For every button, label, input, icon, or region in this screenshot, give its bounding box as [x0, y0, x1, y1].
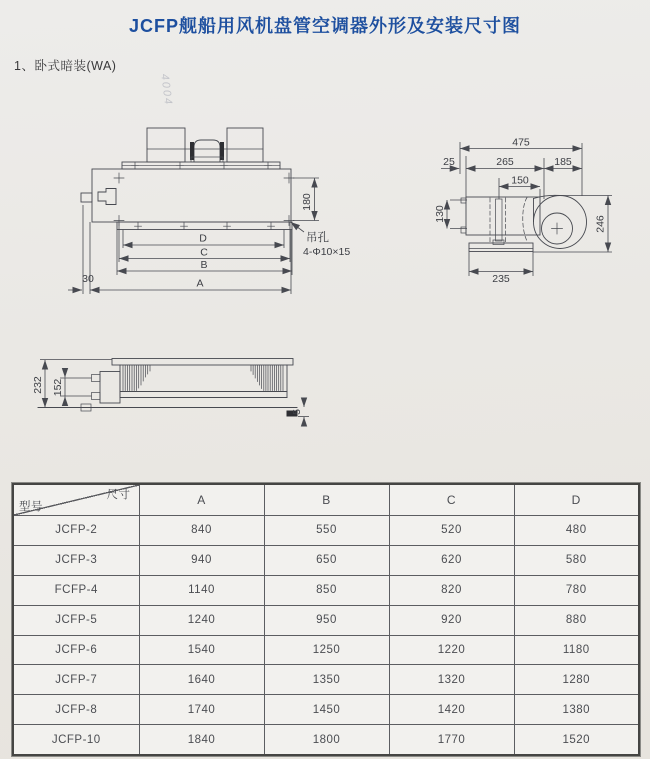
value-cell: 480: [514, 516, 639, 546]
model-cell: JCFP-7: [13, 665, 139, 695]
pipe-connector-stub-bottom: [92, 393, 101, 400]
value-cell: 1800: [264, 725, 389, 755]
value-cell: 1280: [514, 665, 639, 695]
page-title: JCFP舰船用风机盘管空调器外形及安装尺寸图: [128, 16, 521, 36]
value-cell: 780: [514, 575, 639, 605]
bottom-view-drawing: [32, 359, 309, 427]
value-cell: 650: [264, 545, 389, 575]
side-body: [466, 197, 540, 235]
value-cell: 1320: [389, 665, 514, 695]
value-cell: 820: [389, 575, 514, 605]
value-cell: 520: [389, 516, 514, 546]
dim-label-246: 246: [594, 215, 607, 233]
coil-hatching-left: [123, 366, 150, 391]
flange-screw-marks: [135, 223, 275, 230]
coil-hatching-right: [251, 366, 283, 391]
value-cell: 1220: [389, 635, 514, 665]
dim-label-232: 232: [32, 376, 44, 394]
dim-label-b: B: [200, 259, 208, 271]
model-cell: JCFP-3: [13, 545, 139, 575]
value-cell: 950: [264, 605, 389, 635]
value-cell: 920: [389, 605, 514, 635]
model-cell: JCFP-6: [13, 635, 139, 665]
value-cell: 550: [264, 516, 389, 546]
front-view-drawing: [68, 128, 350, 294]
value-cell: 1640: [139, 665, 264, 695]
value-cell: 1450: [264, 695, 389, 725]
dim-label-475: 475: [512, 136, 530, 149]
hanger-leader-line: [291, 222, 305, 232]
side-body-tab-top: [461, 198, 466, 203]
motor-base: [191, 157, 223, 162]
bottom-flange: [117, 222, 292, 230]
column-header-c: C: [389, 484, 514, 516]
value-cell: 620: [389, 545, 514, 575]
dim-label-185: 185: [554, 156, 572, 168]
hanging-hole-label: 吊孔: [306, 232, 329, 244]
fan-center-cross: [552, 223, 563, 234]
value-cell: 880: [514, 605, 639, 635]
dim-label-c: C: [200, 246, 208, 259]
handwritten-mark: 4004: [158, 73, 175, 107]
pipe-connector-box: [100, 372, 120, 404]
side-body-tab-bottom: [461, 227, 466, 233]
hanging-hole-spec: 4-Φ10×15: [303, 246, 351, 258]
value-cell: 1420: [389, 695, 514, 725]
dim-label-a: A: [196, 277, 204, 290]
dim-label-235: 235: [492, 273, 510, 285]
hanging-hole-marks: [114, 173, 294, 226]
dim-label-265: 265: [496, 156, 514, 168]
table-row: [13, 605, 639, 635]
model-cell: JCFP-2: [13, 516, 139, 546]
value-cell: 1520: [514, 725, 639, 755]
value-cell: 580: [514, 545, 639, 575]
model-cell: JCFP-5: [13, 605, 139, 635]
value-cell: 1140: [139, 575, 264, 605]
value-cell: 1840: [139, 725, 264, 755]
top-panel: [112, 359, 293, 366]
value-cell: 1740: [139, 695, 264, 725]
fan-box-left: [147, 128, 185, 162]
motor: [194, 140, 220, 162]
side-view-drawing: [434, 137, 612, 286]
value-cell: 1770: [389, 725, 514, 755]
value-cell: 850: [264, 575, 389, 605]
table-row: [13, 695, 639, 725]
pipe-connector-stub-top: [92, 375, 101, 382]
value-cell: 940: [139, 545, 264, 575]
column-header-b: B: [264, 484, 389, 516]
dim-label-180: 180: [301, 193, 313, 211]
dim-label-d: D: [199, 232, 207, 245]
dimension-table: [12, 483, 638, 756]
table-row: [13, 575, 639, 605]
table-row: [13, 635, 639, 665]
value-cell: 1350: [264, 665, 389, 695]
value-cell: 1240: [139, 605, 264, 635]
pipe-valve-fitting: [98, 189, 116, 205]
section-heading: 1、卧式暗装(WA): [14, 59, 117, 73]
table-row: [13, 725, 639, 755]
value-cell: 1380: [514, 695, 639, 725]
corner-label-model: 型号: [19, 501, 43, 513]
table-corner-cell: [13, 484, 139, 516]
value-cell: 1250: [264, 635, 389, 665]
unit-body: [92, 169, 291, 222]
table-header-row: [13, 484, 639, 516]
model-cell: FCFP-4: [13, 575, 139, 605]
dim-label-30: 30: [82, 273, 94, 285]
model-cell: JCFP-8: [13, 695, 139, 725]
table-row: [13, 516, 639, 546]
table-row: [13, 665, 639, 695]
pipe-stub: [81, 193, 92, 202]
value-cell: 1180: [514, 635, 639, 665]
value-cell: 840: [139, 516, 264, 546]
fan-box-right: [227, 128, 263, 162]
column-header-d: D: [514, 484, 639, 516]
column-header-a: A: [139, 484, 264, 516]
dim-label-5: 5: [291, 409, 303, 415]
value-cell: 1540: [139, 635, 264, 665]
corner-label-size: 尺寸: [106, 489, 131, 501]
model-cell: JCFP-10: [13, 725, 139, 755]
dim-label-25: 25: [443, 156, 455, 168]
table-row: [13, 545, 639, 575]
dim-label-152: 152: [52, 378, 64, 397]
fan-volute: [534, 196, 587, 249]
dim-label-130: 130: [434, 205, 446, 223]
dim-label-150: 150: [511, 174, 529, 187]
